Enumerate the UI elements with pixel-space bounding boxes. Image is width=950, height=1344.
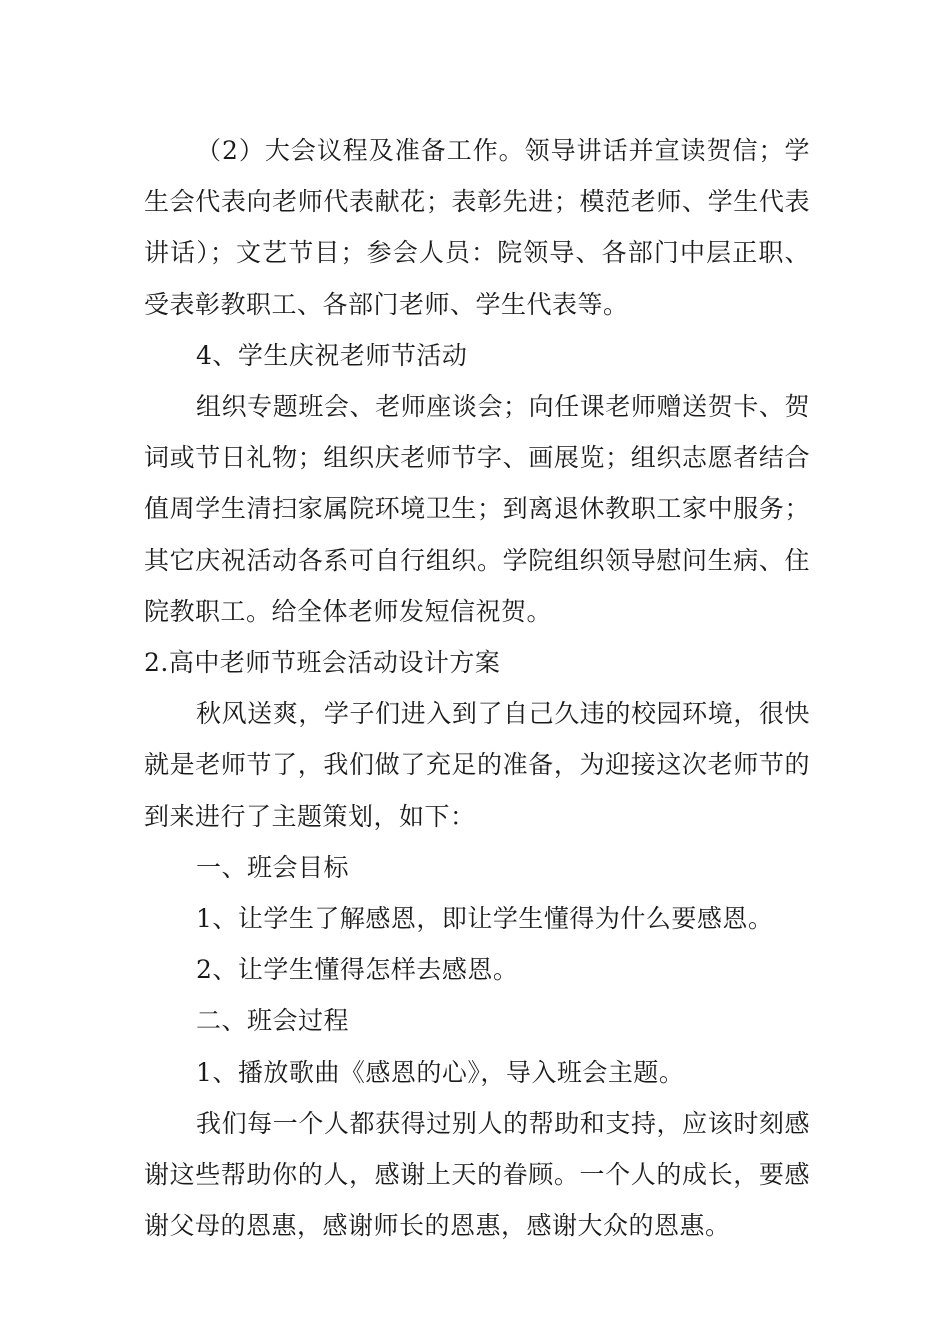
goal-item-1: 1、让学生了解感恩，即让学生懂得为什么要感恩。 — [196, 904, 774, 934]
goal-item-2: 2、让学生懂得怎样去感恩。 — [196, 955, 519, 985]
document-body — [144, 125, 810, 1251]
section-title-class-meeting-plan: 2.高中老师节班会活动设计方案 — [144, 648, 501, 678]
heading-meeting-process: 二、班会过程 — [196, 1006, 350, 1036]
heading-student-activities: 4、学生庆祝老师节活动 — [196, 340, 468, 370]
process-item-1: 1、播放歌曲《感恩的心》，导入班会主题。 — [196, 1057, 685, 1087]
paragraph-agenda: （2）大会议程及准备工作。领导讲话并宣读贺信；学生会代表向老师代表献花；表彰先进；模范老师、学生代表讲话）；文艺节目；参会人员：院领导、各部门中层正职、受表彰教职工、各部门老师、学生代表等。 — [144, 136, 810, 319]
paragraph-intro: 秋风送爽，学子们进入到了自己久违的校园环境，很快就是老师节了，我们做了充足的准备，为迎接这次老师节的到来进行了主题策划，如下： — [144, 699, 810, 831]
paragraph-gratitude: 我们每一个人都获得过别人的帮助和支持，应该时刻感谢这些帮助你的人，感谢上天的眷顾。一个人的成长，要感谢父母的恩惠，感谢师长的恩惠，感谢大众的恩惠。 — [144, 1108, 810, 1241]
heading-meeting-goals: 一、班会目标 — [196, 852, 350, 882]
paragraph-student-activities: 组织专题班会、老师座谈会；向任课老师赠送贺卡、贺词或节日礼物；组织庆老师节字、画展览；组织志愿者结合值周学生清扫家属院环境卫生；到离退休教职工家中服务；其它庆祝活动各系可自行组织。学院组织领导慰问生病、住院教职工。给全体老师发短信祝贺。 — [144, 392, 810, 626]
